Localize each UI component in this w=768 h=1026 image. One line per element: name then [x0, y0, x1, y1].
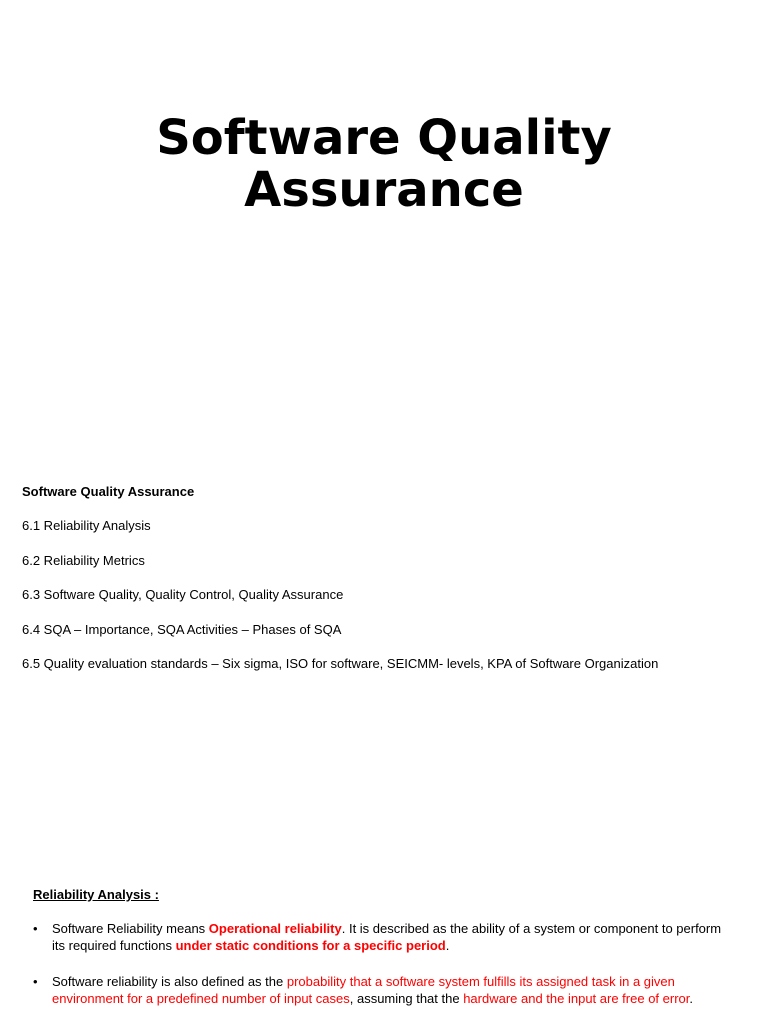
bullet-list — [33, 920, 733, 1007]
list-item — [33, 920, 733, 954]
toc-item-6-1: 6.1 Reliability Analysis — [22, 518, 151, 533]
toc-item-6-5: 6.5 Quality evaluation standards – Six sigma, ISO for software, SEICMM- levels, KPA of Software Organization — [22, 656, 659, 671]
toc-item-6-3: 6.3 Software Quality, Quality Control, Quality Assurance — [22, 587, 344, 602]
list-item — [33, 973, 733, 1007]
toc-item-6-4: 6.4 SQA – Importance, SQA Activities – Phases of SQA — [22, 621, 342, 637]
toc-heading: Software Quality Assurance — [22, 484, 195, 499]
section-heading: Reliability Analysis : — [33, 887, 159, 902]
title-line-1: Software Quality — [156, 110, 612, 166]
title-line-2: Assurance — [244, 162, 524, 218]
highlight-text: under static conditions for a specific period — [175, 938, 446, 953]
highlight-text: hardware and the input are free of error — [463, 991, 690, 1006]
bullet-text: . — [445, 938, 450, 953]
bullet-text: Software reliability is also defined as the — [52, 974, 287, 989]
highlight-text: probability that a software system fulfills its assigned task in a given environment for a predefined number of input cases — [52, 974, 675, 1006]
page-title — [0, 112, 768, 216]
bullet-icon: • — [33, 921, 38, 936]
bullet-text: . — [689, 991, 694, 1006]
reliability-analysis-section — [33, 886, 733, 1026]
bullet-text: , assuming that the — [349, 991, 464, 1006]
bullet-icon: • — [33, 974, 38, 989]
table-of-contents — [22, 484, 752, 691]
bullet-text: Software Reliability means — [52, 921, 209, 936]
bullet-text: . It is described as the ability of a system or component to perform its required functions — [52, 921, 722, 953]
toc-item-6-2: 6.2 Reliability Metrics — [22, 552, 145, 568]
highlight-text: Operational reliability — [208, 921, 342, 936]
